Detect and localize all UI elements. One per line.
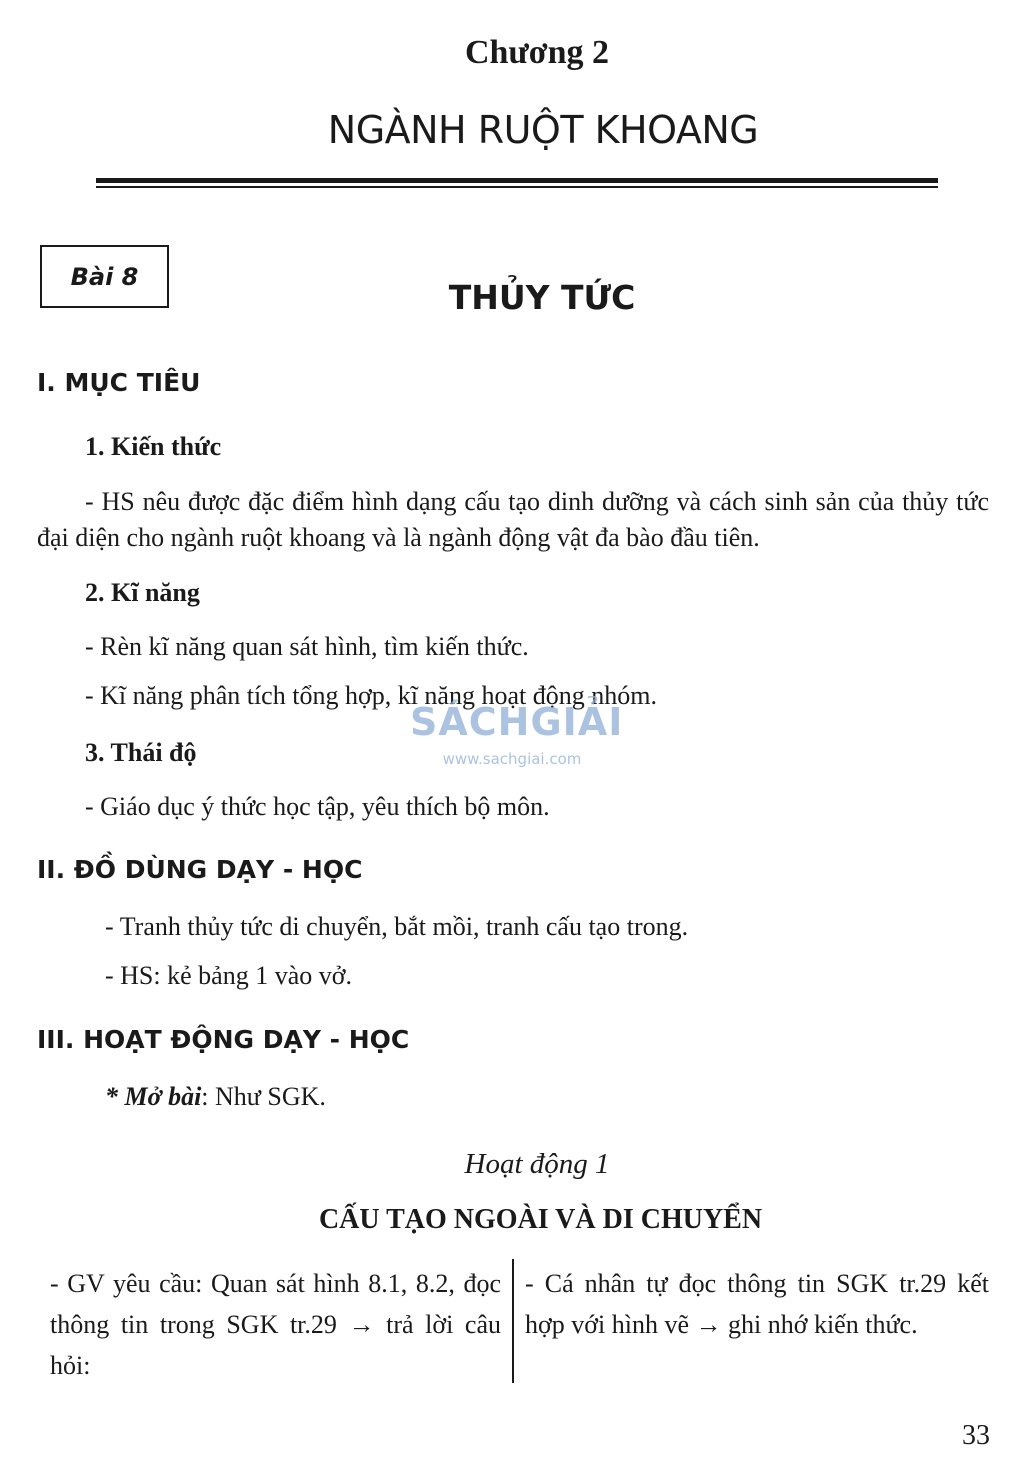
header-rule-thin [96,186,938,188]
opening-text: : Như SGK. [201,1082,326,1111]
watermark-logo: SÁCHGIẢI [410,700,624,744]
activity-label: Hoạt động 1 [464,1148,610,1180]
lesson-title: THỦY TỨC [448,278,636,317]
section-heading-objectives: I. MỤC TIÊU [37,368,201,397]
header-rule-thick [96,178,938,183]
skills-item-2: - Kĩ năng phân tích tổng hợp, kĩ năng hoạt động nhóm. [85,681,657,710]
teacher-column: - GV yêu cầu: Quan sát hình 8.1, 8.2, đọc thông tin trong SGK tr.29 → trả lời câu hỏi: [50,1269,501,1380]
attitude-item-1: - Giáo dục ý thức học tập, yêu thích bộ môn. [85,792,550,821]
chapter-label: Chương 2 [464,34,610,71]
page-number: 33 [962,1420,990,1451]
opening-line [105,1082,326,1112]
subheading-knowledge: 1. Kiến thức [85,432,222,461]
column-divider [512,1259,514,1383]
skills-item-1: - Rèn kĩ năng quan sát hình, tìm kiến thức. [85,632,529,661]
section-heading-materials: II. ĐỒ DÙNG DẠY - HỌC [37,855,363,884]
opening-label: * Mở bài [105,1082,202,1111]
lesson-label: Bài 8 [70,262,139,291]
watermark [410,700,624,768]
knowledge-paragraph: - HS nêu được đặc điểm hình dạng cấu tạo dinh dưỡng và cách sinh sản của thủy tức đại diện cho ngành ruột khoang và là ngành động vật đa bào đầu tiên. [37,487,989,552]
watermark-url: www.sachgiai.com [442,750,582,768]
activity-title: CẤU TẠO NGOÀI VÀ DI CHUYỂN [318,1204,763,1235]
materials-item-2: - HS: kẻ bảng 1 vào vở. [105,961,352,990]
subheading-skills: 2. Kĩ năng [85,578,200,607]
section-heading-activities: III. HOẠT ĐỘNG DẠY - HỌC [37,1025,410,1054]
materials-item-1: - Tranh thủy tức di chuyển, bắt mồi, tranh cấu tạo trong. [105,912,689,941]
chapter-title: NGÀNH RUỘT KHOANG [327,108,759,152]
student-column: - Cá nhân tự đọc thông tin SGK tr.29 kết hợp với hình vẽ → ghi nhớ kiến thức. [525,1269,989,1339]
subheading-attitude: 3. Thái độ [85,738,197,767]
